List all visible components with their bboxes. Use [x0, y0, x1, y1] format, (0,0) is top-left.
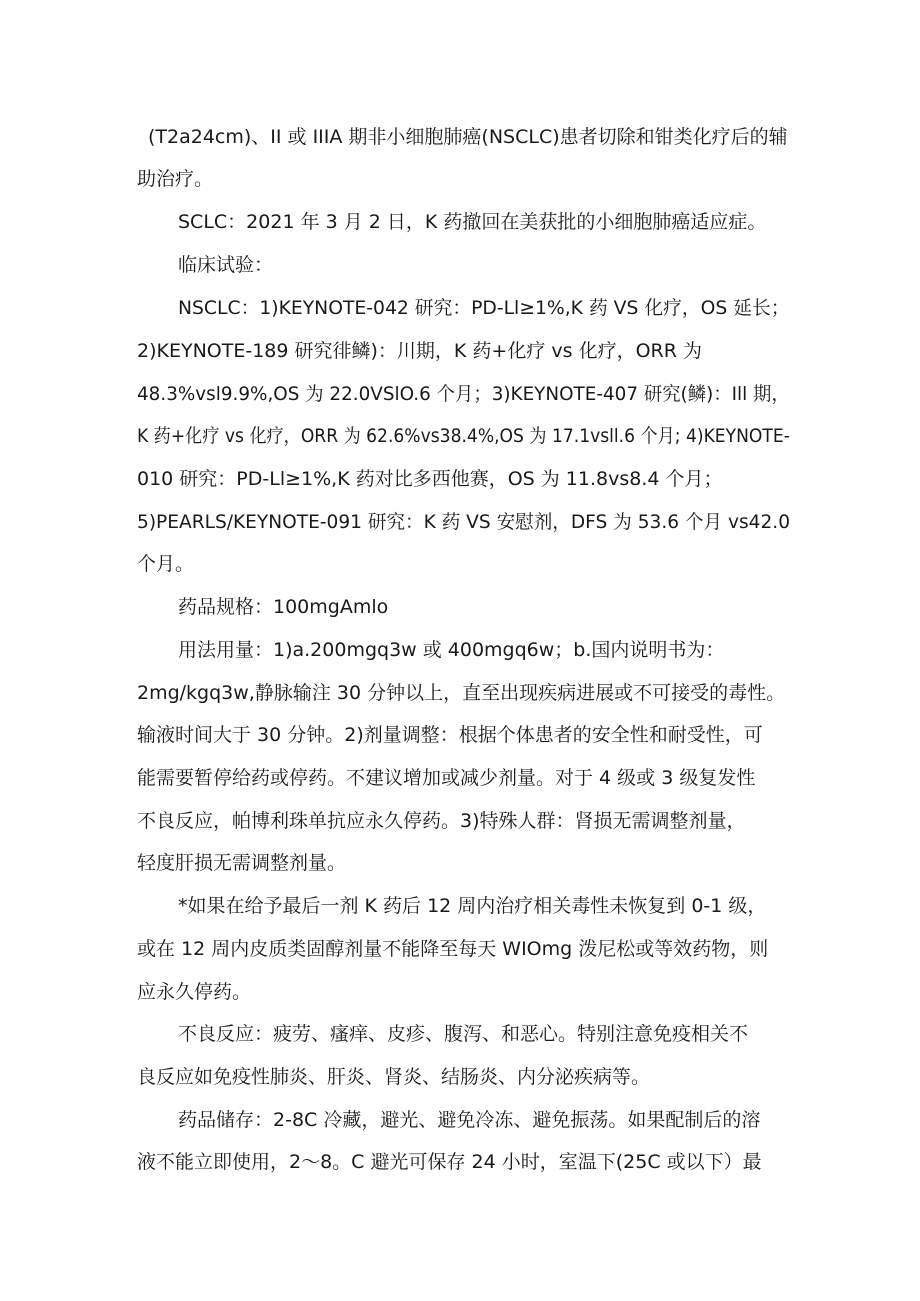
text-line: 应永久停药。: [137, 981, 252, 1003]
text-line: 010 研究：PD-Ll≥1%,K 药对比多西他赛，OS 为 11.8vs8.4 个月；: [137, 468, 723, 490]
text-line: 临床试验：: [178, 254, 274, 276]
text-line: 个月。: [137, 553, 195, 575]
text-line: (T2a24cm)、II 或 IIIA 期非小细胞肺癌(NSCLC)患者切除和钳类化疗后的辅: [148, 126, 788, 148]
text-line: 5)PEARLS/KEYNOTE-091 研究：K 药 VS 安慰剂，DFS 为 53.6 个月 vs42.0: [137, 511, 791, 533]
text-line: 2)KEYNOTE-189 研究徘鳞)：川期，K 药+化疗 vs 化疗，ORR 为: [137, 340, 702, 362]
text-line: 2mg∕kgq3w,静脉输注 30 分钟以上，直至出现疾病进展或不可接受的毒性。: [137, 682, 786, 704]
text-line: 不良反应：疲劳、瘙痒、皮疹、腹泻、和恶心。特别注意免疫相关不: [178, 1023, 749, 1045]
text-line: 药品储存：2-8C 冷藏，避光、避免冷冻、避免振荡。如果配制后的溶: [178, 1109, 761, 1131]
text-line: SCLC：2021 年 3 月 2 日，K 药撤回在美获批的小细胞肺癌适应症。: [178, 211, 767, 233]
text-line: 药品规格：100mgAmlo: [178, 596, 389, 618]
text-line: 液不能立即使用，2～8。C 避光可保存 24 小时，室温下(25C 或以下）最: [137, 1151, 762, 1173]
text-line: K 药+化疗 vs 化疗，ORR 为 62.6%vs38.4%,OS 为 17.1vsll.6 个月; 4)KEYNOTE-: [137, 425, 790, 447]
text-line: 能需要暂停给药或停药。不建议增加或减少剂量。对于 4 级或 3 级复发性: [137, 767, 756, 789]
text-line: *如果在给予最后一剂 K 药后 12 周内治疗相关毒性未恢复到 0-1 级，: [178, 895, 767, 917]
text-line: 轻度肝损无需调整剂量。: [137, 852, 347, 874]
text-line: 助治疗。: [137, 168, 214, 190]
text-line: 不良反应，帕博利珠单抗应永久停药。3)特殊人群：肾损无需调整剂量，: [137, 810, 746, 832]
text-line: 48.3%vsl9.9%,OS 为 22.0VSlO.6 个月；3)KEYNOTE-407 研究(鳞)：Ill 期，: [137, 383, 790, 405]
text-line: 良反应如免疫性肺炎、肝炎、肾炎、结肠炎、内分泌疾病等。: [137, 1066, 651, 1088]
text-line: NSCLC：1)KEYNOTE-042 研究：PD-Ll≥1%,K 药 VS 化疗，OS 延长；: [178, 297, 790, 319]
text-line: 输液时间大于 30 分钟。2)剂量调整：根据个体患者的安全性和耐受性，可: [137, 724, 763, 746]
text-line: 用法用量：1)a.200mgq3w 或 400mgq6w；b.国内说明书为：: [178, 639, 725, 661]
text-line: 或在 12 周内皮质类固醇剂量不能降至每天 WIOmg 泼尼松或等效药物，则: [137, 938, 769, 960]
